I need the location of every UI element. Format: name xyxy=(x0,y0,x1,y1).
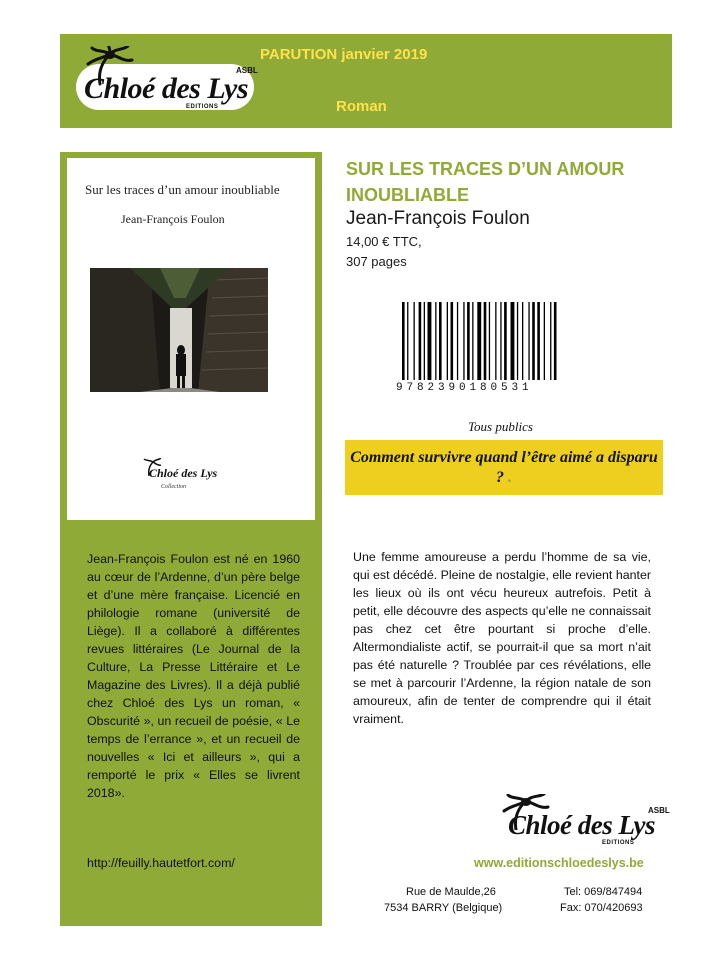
barcode-bar xyxy=(537,302,540,380)
tagline-box xyxy=(345,440,663,495)
author-bio: Jean-François Foulon est né en 1960 au cœur de l’Ardenne, d’un père belge et d’une mère française. Licencié en philologie romane (université de Liège). Il a collaboré à différentes revues littéraires (Le Journal de la Culture, La Presse Littéraire et Le Magazine des Livres). Il a déjà publié chez Chloé des Lys un roman, « Obscurité », un recueil de poésie, « Le temps de l’errance », et un recueil de nouvelles « Ici et ailleurs », qui a remporté le prix « Elles se livrent 2018». xyxy=(87,552,300,800)
barcode-bar xyxy=(511,302,515,380)
footer-logo-editions: EDITIONS xyxy=(602,840,635,846)
barcode-bar xyxy=(517,302,518,380)
footer-logo-asbl: ASBL xyxy=(648,806,670,815)
publisher-website-link[interactable]: www.editionschloedeslys.be xyxy=(474,856,644,870)
barcode-bar xyxy=(439,302,442,380)
barcode-bar xyxy=(544,302,545,380)
book-cover xyxy=(67,158,315,520)
barcode-bar xyxy=(451,302,454,380)
barcode-bar xyxy=(554,302,557,380)
barcode-bar xyxy=(532,302,535,380)
logo-wordmark: Chloé des Lys xyxy=(84,72,249,105)
barcode-bar xyxy=(407,302,408,380)
book-pages: 307 pages xyxy=(346,254,407,269)
book-title: SUR LES TRACES D’UN AMOUR INOUBLIABLE xyxy=(346,159,625,205)
barcode-bar xyxy=(489,302,490,380)
cover-logo-collection: Collection xyxy=(161,484,186,490)
barcode-bar xyxy=(504,302,507,380)
author-website-link[interactable]: http://feuilly.hautetfort.com/ xyxy=(87,856,235,870)
book-summary: Une femme amoureuse a perdu l’homme de sa vie, qui est décédé. Pleine de nostalgie, elle revient hanter les lieux où ils ont vécu heureux autrefois. Petit à petit, elle découvre des aspects qu’elle ne connaissait pas chez cet être pourtant si proche d’elle. Altermondialiste actif, se pourrait-il que sa mort n’ait pas été naturelle ? Troublée par ces révélations, elle se met à parcourir l’Ardenne, la région natale de son amoureux, afin de tenter de comprendre qui il était vraiment. xyxy=(353,550,651,726)
header-band xyxy=(60,34,672,128)
tagline-dot: . xyxy=(508,469,512,486)
isbn-digits: 9782390180531 xyxy=(396,382,533,394)
barcode-bar xyxy=(484,302,487,380)
logo-editions: EDITIONS xyxy=(186,104,219,110)
book-author: Jean-François Foulon xyxy=(346,208,530,229)
barcode-bar xyxy=(528,302,529,380)
barcode-bar xyxy=(467,302,470,380)
barcode-bar xyxy=(500,302,501,380)
footer-publisher-logo[interactable] xyxy=(494,794,674,856)
fax-number: Fax: 070/420693 xyxy=(560,902,643,914)
barcode-bar xyxy=(463,302,464,380)
cover-publisher-logo xyxy=(141,458,217,498)
logo-asbl: ASBL xyxy=(236,66,258,75)
phone-number: Tel: 069/847494 xyxy=(564,886,643,898)
cover-title: Sur les traces d’un amour inoubliable xyxy=(85,182,280,197)
barcode-bar xyxy=(495,302,496,380)
barcode-bar xyxy=(447,302,448,380)
cover-author: Jean-François Foulon xyxy=(121,212,225,226)
tagline xyxy=(345,448,663,488)
barcode-bar xyxy=(419,302,422,380)
barcode-bar xyxy=(522,302,523,380)
tagline-text: Comment survivre quand l’être aimé a disparu ? xyxy=(350,449,658,486)
barcode-bar xyxy=(402,302,405,380)
address-line2: 7534 BARRY (Belgique) xyxy=(384,902,503,914)
cover-photo xyxy=(90,268,268,392)
barcode-bar xyxy=(457,302,458,380)
barcode-bar xyxy=(472,302,473,380)
address-line1: Rue de Maulde,26 xyxy=(406,886,496,898)
barcode-bar xyxy=(428,302,432,380)
barcode-bar xyxy=(550,302,551,380)
barcode-bar xyxy=(414,302,415,380)
cover-logo-wordmark: Chloé des Lys xyxy=(149,466,218,480)
footer-logo-wordmark: Chloé des Lys xyxy=(508,810,655,840)
left-column xyxy=(60,152,322,926)
book-price: 14,00 € TTC, xyxy=(346,234,422,249)
barcode-bar xyxy=(477,302,481,380)
release-date: PARUTION janvier 2019 xyxy=(260,46,428,63)
barcode-bar xyxy=(435,302,436,380)
genre-label: Roman xyxy=(336,98,387,115)
barcode-bar xyxy=(424,302,425,380)
audience-label: Tous publics xyxy=(468,419,533,434)
publisher-logo[interactable] xyxy=(70,46,260,116)
